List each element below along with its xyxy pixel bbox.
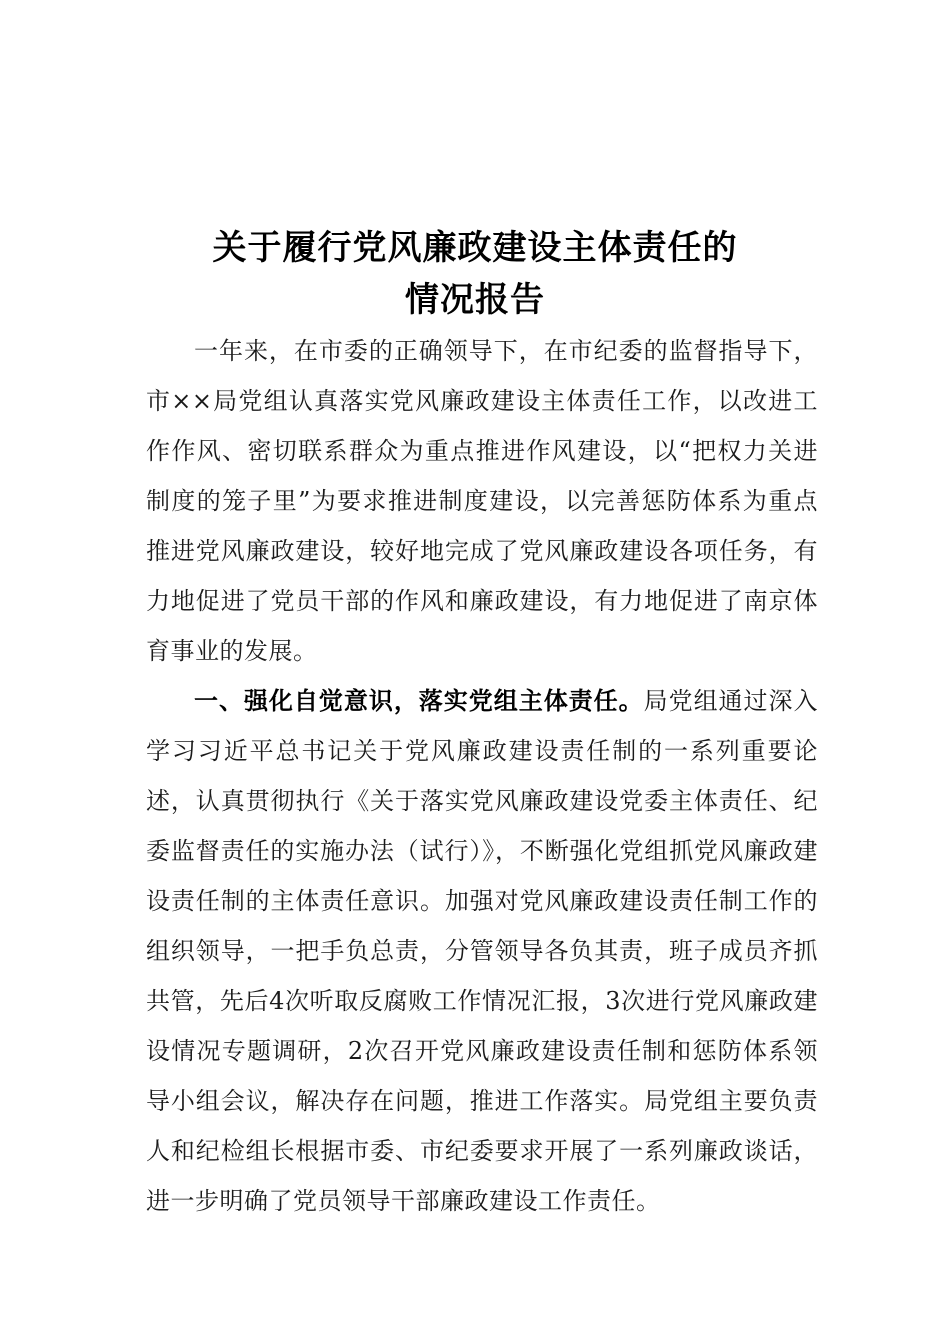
title-line-2: 情况报告	[405, 280, 545, 320]
paragraph-section-1	[146, 676, 818, 1226]
paragraph-intro-text: 一年来，在市委的正确领导下，在市纪委的监督指导下，市××局党组认真落实党风廉政建设主体责任工作，以改进工作作风、密切联系群众为重点推进作风建设，以“把权力关进制度的笼子里”为要求推进制度建设，以完善惩防体系为重点推进党风廉政建设，较好地完成了党风廉政建设各项任务，有力地促进了党员干部的作风和廉政建设，有力地促进了南京体育事业的发展。	[146, 337, 818, 665]
document-body	[146, 326, 818, 1226]
section-1-text: 局党组通过深入学习习近平总书记关于党风廉政建设责任制的一系列重要论述，认真贯彻执行《关于落实党风廉政建设党委主体责任、纪委监督责任的实施办法（试行）》，不断强化党组抓党风廉政建设责任制的主体责任意识。加强对党风廉政建设责任制工作的组织领导，一把手负总责，分管领导各负其责，班子成员齐抓共管，先后4次听取反腐败工作情况汇报，3次进行党风廉政建设情况专题调研，2次召开党风廉政建设责任制和惩防体系领导小组会议，解决存在问题，推进工作落实。局党组主要负责人和纪检组长根据市委、市纪委要求开展了一系列廉政谈话，进一步明确了党员领导干部廉政建设工作责任。	[146, 687, 818, 1215]
document-title	[0, 222, 950, 326]
title-line-1: 关于履行党风廉政建设主体责任的	[212, 228, 738, 268]
section-1-heading: 一、强化自觉意识，落实党组主体责任。	[194, 687, 644, 715]
paragraph-intro	[146, 326, 818, 676]
